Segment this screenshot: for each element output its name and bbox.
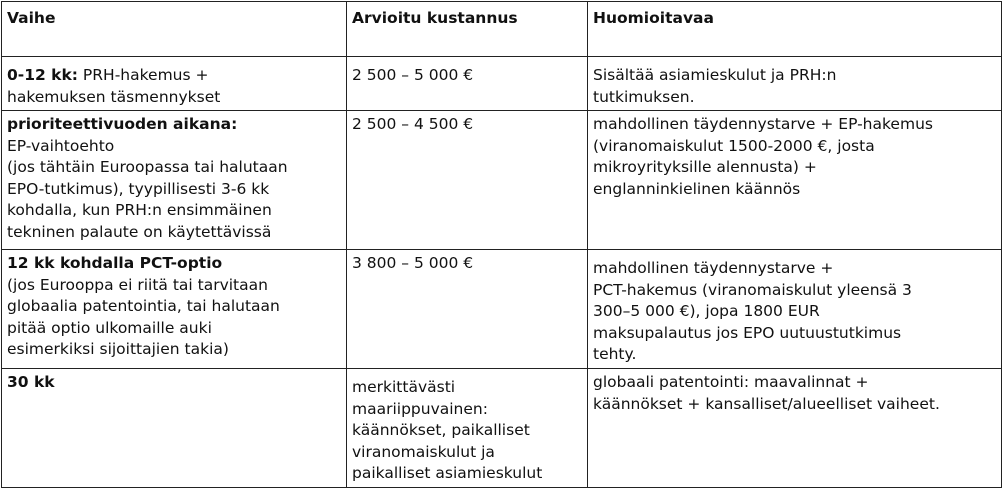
header-notes: Huomioitavaa: [588, 2, 1002, 57]
notes-text: mahdollinen täydennystarve + EP-hakemus: [593, 115, 933, 133]
notes-text: mikroyrityksille alennusta) +: [593, 158, 817, 176]
cost-text: paikalliset asiamieskulut: [352, 464, 543, 482]
cost-text: 2 500 – 4 500 €: [352, 115, 474, 133]
phase-text: esimerkiksi sijoittajien takia): [7, 340, 229, 358]
notes-text: Sisältää asiamieskulut ja PRH:n: [593, 66, 837, 84]
phase-text: kohdalla, kun PRH:n ensimmäinen: [7, 201, 272, 219]
header-phase: Vaihe: [2, 2, 347, 57]
notes-text: globaali patentointi: maavalinnat +: [593, 373, 869, 391]
phase-text: EPO-tutkimus), tyypillisesti 3-6 kk: [7, 179, 270, 198]
notes-text: tutkimuksen.: [593, 87, 695, 106]
notes-cell: [588, 369, 1002, 488]
notes-text: PCT-hakemus (viranomaiskulut yleensä 3: [593, 280, 912, 299]
notes-text: (viranomaiskulut 1500-2000 €, josta: [593, 136, 875, 155]
table-header-row: [2, 2, 1002, 57]
cost-cell: [347, 111, 588, 250]
header-estimated-cost: Arvioitu kustannus: [347, 2, 588, 57]
cost-cell: [347, 369, 588, 488]
cost-cell: [347, 250, 588, 369]
notes-text: tehty.: [593, 345, 637, 363]
phase-cell: [2, 57, 347, 111]
phase-cell: [2, 111, 347, 250]
notes-text: 300–5 000 €), jopa 1800 EUR: [593, 302, 820, 320]
notes-cell: [588, 57, 1002, 111]
phase-text: EP-vaihtoehto: [7, 136, 115, 155]
table-row: [2, 250, 1002, 369]
cost-table: [1, 1, 1002, 488]
phase-text: pitää optio ulkomaille auki: [7, 318, 212, 337]
phase-cell: [2, 369, 347, 488]
cost-text: 2 500 – 5 000 €: [352, 66, 474, 84]
phase-text: (jos tähtäin Euroopassa tai halutaan: [7, 158, 288, 176]
cost-cell: [347, 57, 588, 111]
notes-text: maksupalautus jos EPO uutuustutkimus: [593, 323, 902, 342]
phase-text: hakemuksen täsmennykset: [7, 87, 221, 106]
phase-title: 0-12 kk:: [7, 66, 78, 84]
cost-text: 3 800 – 5 000 €: [352, 254, 474, 272]
phase-text: globaalia patentointia, tai halutaan: [7, 297, 280, 315]
notes-cell: [588, 250, 1002, 369]
phase-cell: [2, 250, 347, 369]
cost-text: viranomaiskulut ja: [352, 442, 495, 461]
table-row: [2, 111, 1002, 250]
notes-cell: [588, 111, 1002, 250]
phase-text: (jos Eurooppa ei riitä tai tarvitaan: [7, 275, 268, 294]
notes-text: englanninkielinen käännös: [593, 179, 801, 198]
cost-text: maariippuvainen:: [352, 399, 488, 418]
cost-text: käännökset, paikalliset: [352, 421, 530, 439]
table-row: [2, 369, 1002, 488]
phase-title: prioriteettivuoden aikana:: [7, 115, 238, 133]
notes-text: mahdollinen täydennystarve +: [593, 259, 834, 277]
phase-text: tekninen palaute on käytettävissä: [7, 222, 272, 241]
phase-title: 12 kk kohdalla PCT-optio: [7, 254, 223, 272]
phase-text: PRH-hakemus +: [78, 66, 209, 84]
notes-text: käännökset + kansalliset/alueelliset vaiheet.: [593, 394, 940, 413]
phase-title: 30 kk: [7, 373, 55, 391]
table-row: [2, 57, 1002, 111]
cost-text: merkittävästi: [352, 378, 456, 396]
